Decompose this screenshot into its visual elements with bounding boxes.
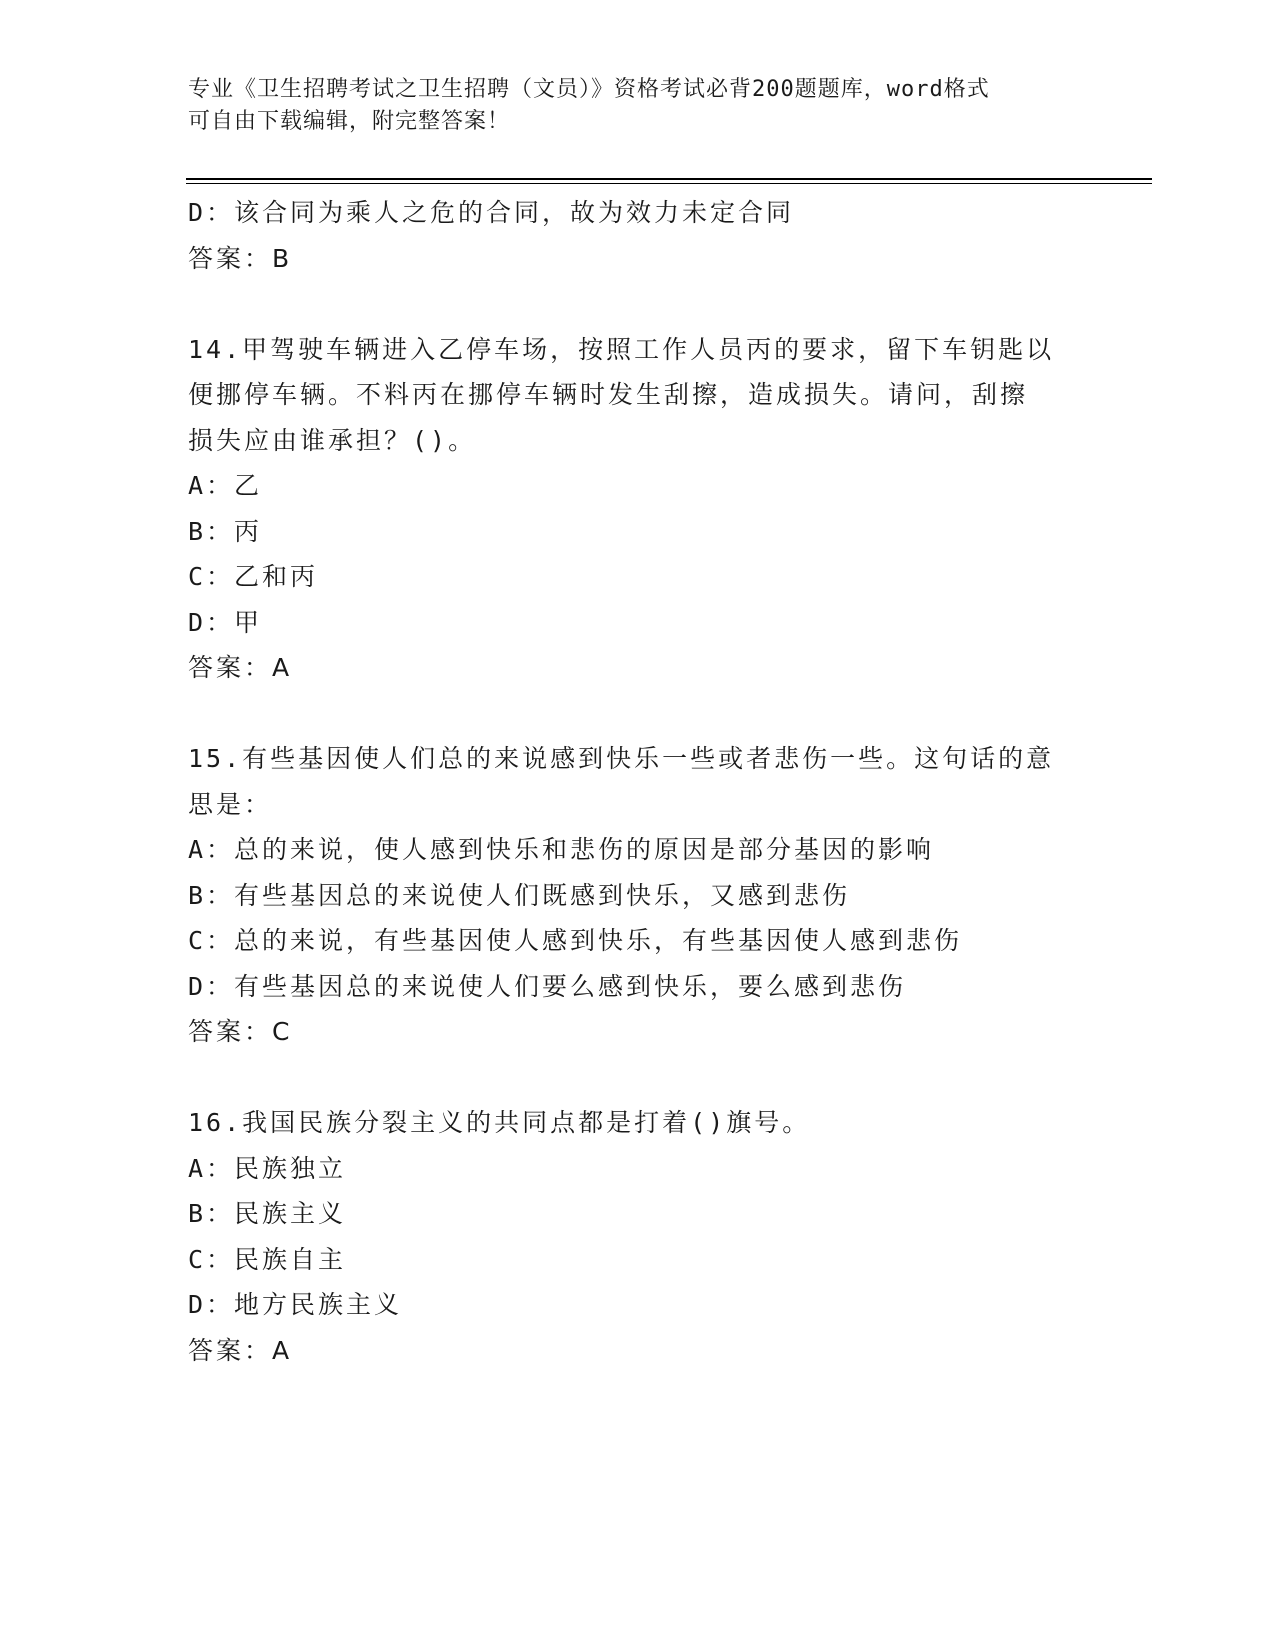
document-header — [188, 74, 1068, 138]
question-content — [188, 190, 1088, 1373]
question-14-option-a: A：乙 — [188, 471, 263, 500]
question-15-stem-line: 思是： — [188, 789, 273, 819]
question-15-option-a: A：总的来说，使人感到快乐和悲伤的原因是部分基因的影响 — [188, 835, 935, 864]
question-15-stem-line: 15.有些基因使人们总的来说感到快乐一些或者悲伤一些。这句话的意 — [188, 744, 1055, 773]
header-title-line-2: 可自由下载编辑，附完整答案！ — [188, 109, 511, 134]
question-14-stem-line: 便挪停车辆。不料丙在挪停车辆时发生刮擦，造成损失。请问，刮擦 — [188, 380, 1029, 409]
question-14-stem-line: 14.甲驾驶车辆进入乙停车场，按照工作人员丙的要求，留下车钥匙以 — [188, 334, 1055, 364]
question-13-answer: 答案：B — [188, 243, 293, 273]
question-14-option-b: B：丙 — [188, 516, 263, 546]
question-15-option-c: C：总的来说，有些基因使人感到快乐，有些基因使人感到悲伤 — [188, 926, 963, 955]
header-title-line-1: 专业《卫生招聘考试之卫生招聘（文员）》资格考试必背200题题库，word格式 — [188, 77, 990, 102]
question-14-option-c: C：乙和丙 — [188, 562, 319, 591]
question-13-fragment — [188, 190, 1088, 281]
question-14-option-d: D：甲 — [188, 607, 263, 637]
question-16 — [188, 1100, 1088, 1373]
header-divider-thin — [186, 183, 1152, 184]
question-16-answer: 答案：A — [188, 1335, 293, 1365]
question-spacer — [188, 1055, 1088, 1101]
question-14-stem-line: 损失应由谁承担？()。 — [188, 425, 477, 455]
question-15-option-d: D：有些基因总的来说使人们要么感到快乐，要么感到悲伤 — [188, 971, 907, 1001]
question-16-option-c: C：民族自主 — [188, 1244, 347, 1274]
question-15-option-b: B：有些基因总的来说使人们既感到快乐，又感到悲伤 — [188, 880, 851, 910]
question-15 — [188, 736, 1088, 1055]
question-16-option-d: D：地方民族主义 — [188, 1290, 403, 1319]
question-13-option-d: D：该合同为乘人之危的合同，故为效力未定合同 — [188, 198, 795, 227]
question-spacer — [188, 281, 1088, 327]
question-16-stem-line: 16.我国民族分裂主义的共同点都是打着()旗号。 — [188, 1108, 811, 1137]
question-15-answer: 答案：C — [188, 1017, 293, 1046]
question-16-option-b: B：民族主义 — [188, 1199, 347, 1228]
question-16-option-a: A：民族独立 — [188, 1153, 347, 1183]
question-spacer — [188, 691, 1088, 737]
question-14 — [188, 327, 1088, 691]
question-14-answer: 答案：A — [188, 653, 293, 682]
header-divider-thick — [186, 178, 1152, 180]
